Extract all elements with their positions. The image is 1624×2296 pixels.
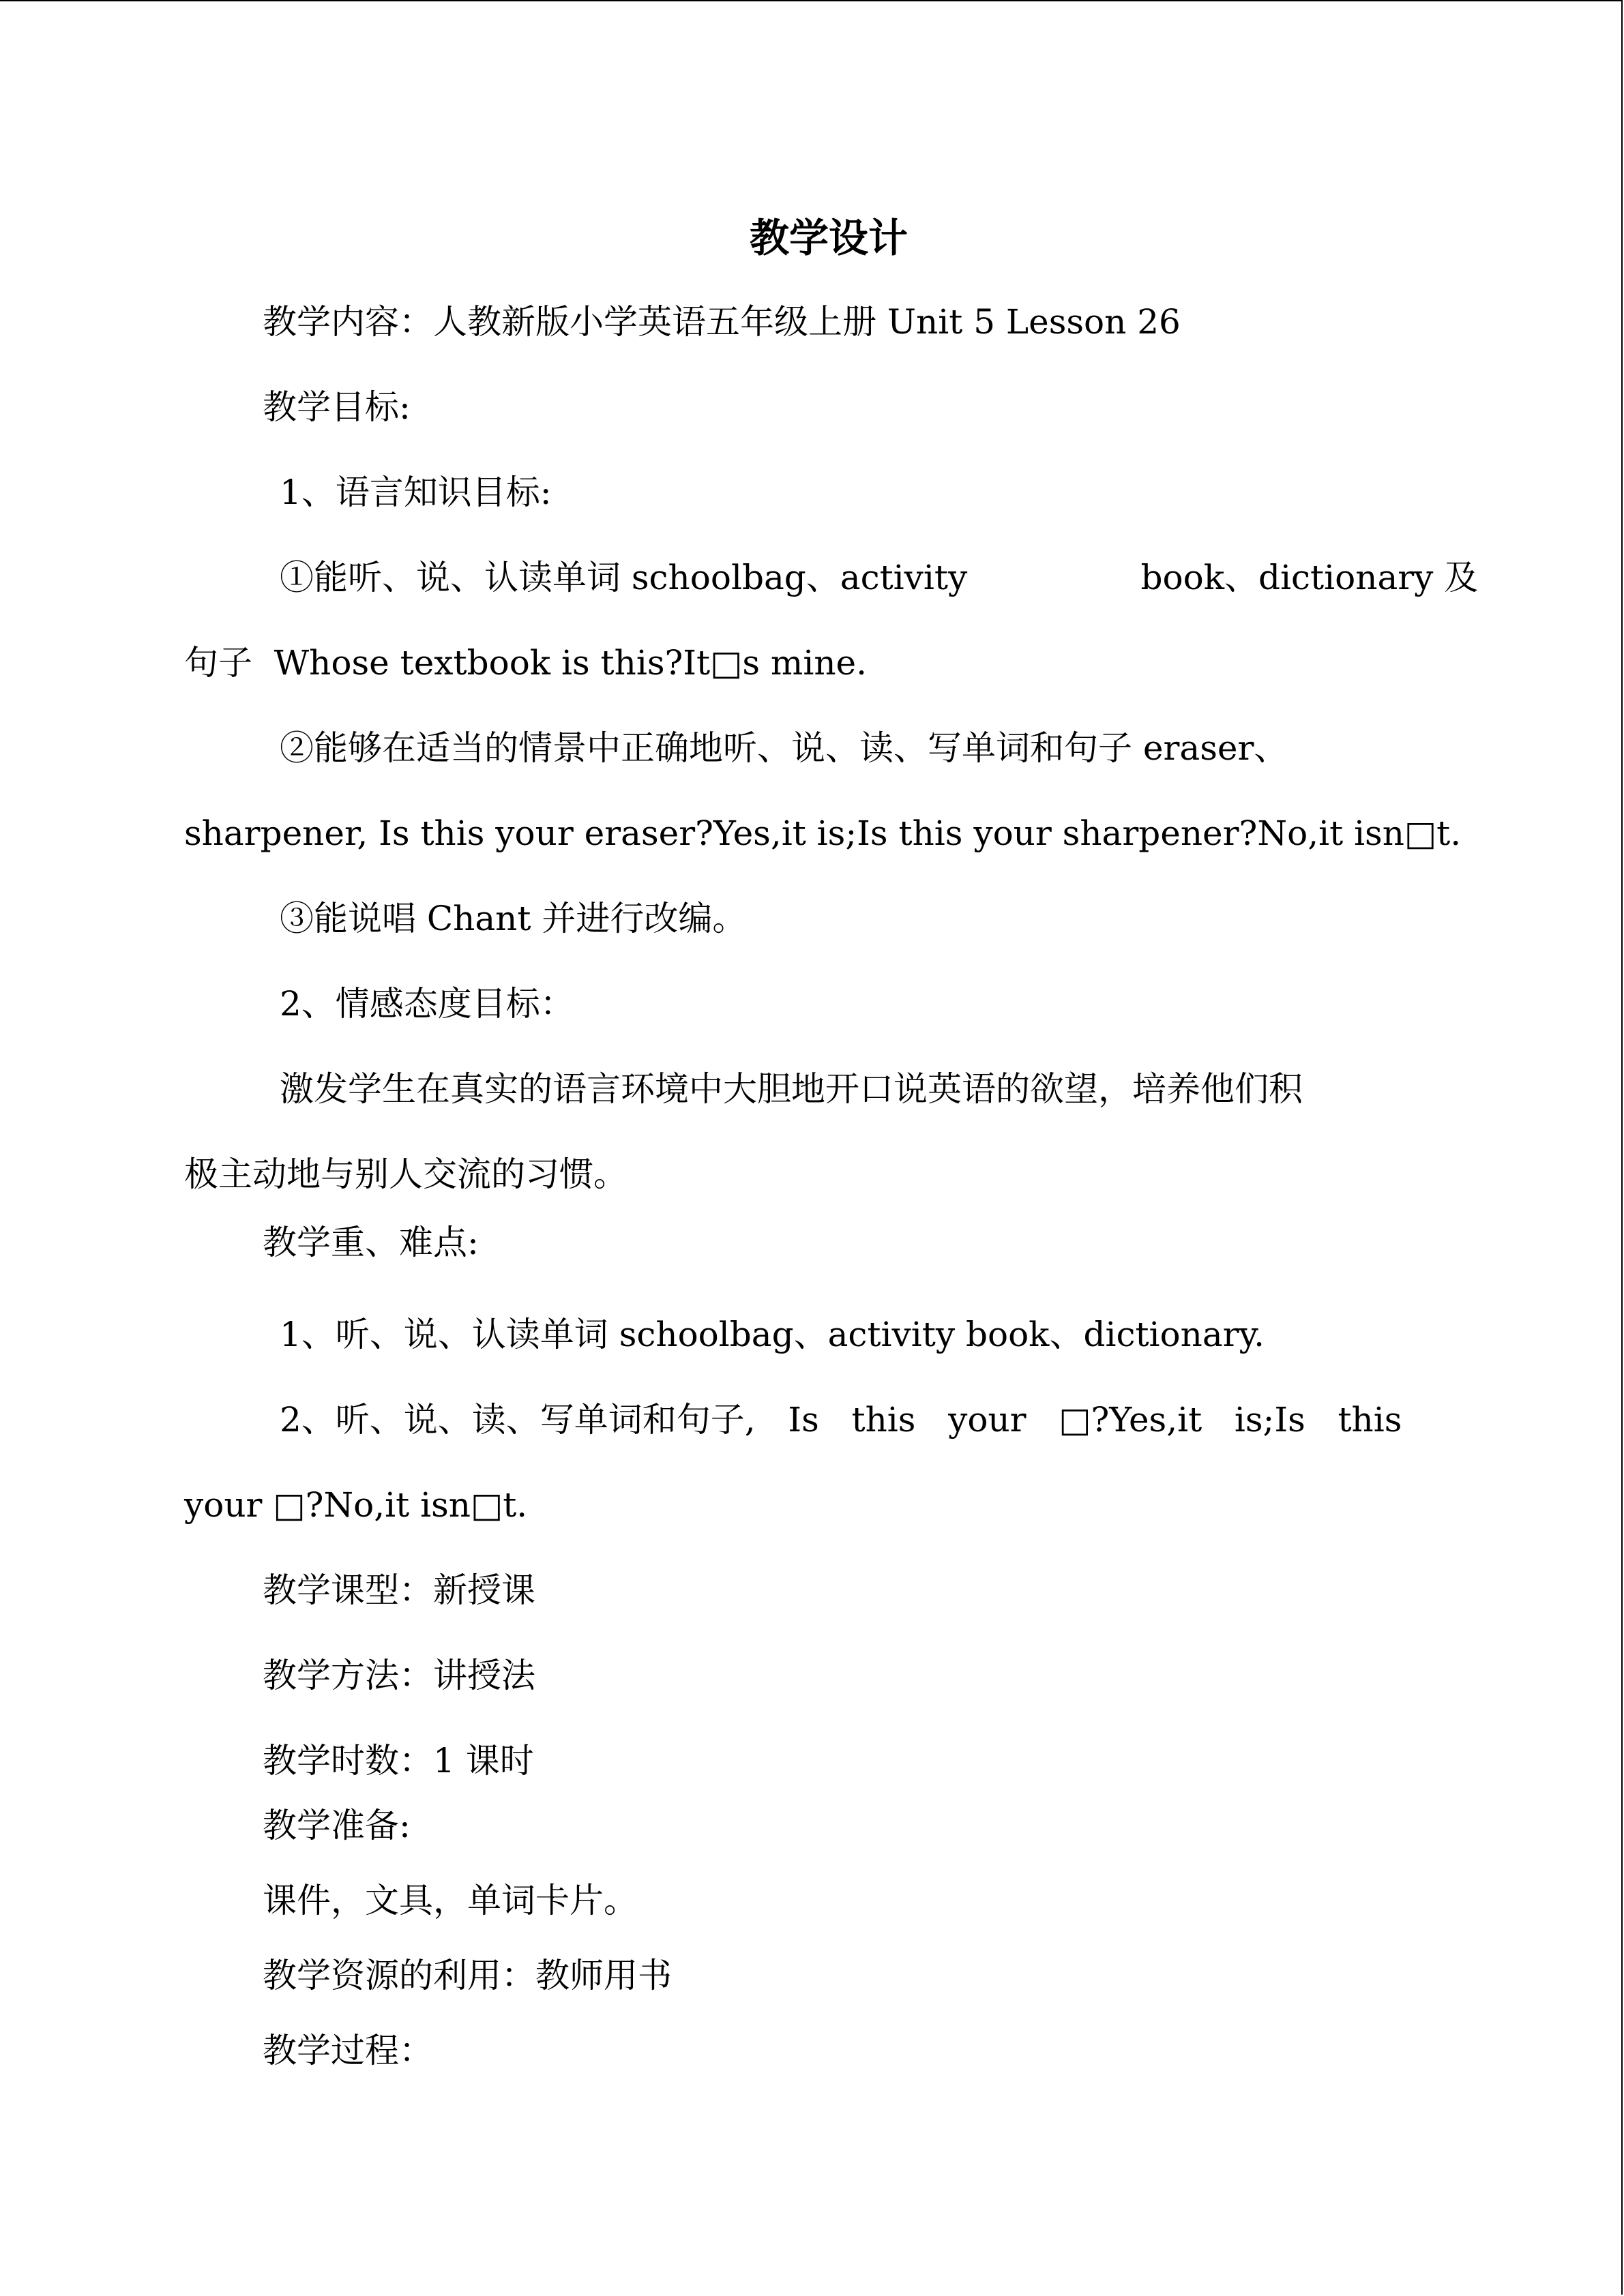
resources-line: 教学资源的利用：教师用书	[263, 1956, 672, 1995]
key-point-2-line-2: your □?No,it isn□t.	[184, 1485, 528, 1525]
goal-1-item-2-line-1: ②能够在适当的情景中正确地听、说、读、写单词和句子 eraser、	[280, 728, 1288, 768]
key-point-1: 1、听、说、认读单词 schoolbag、activity book、dictionary.	[280, 1315, 1265, 1354]
lesson-type-line: 教学课型：新授课	[263, 1570, 535, 1610]
key-points-heading: 教学重、难点:	[263, 1223, 479, 1262]
teaching-content-line: 教学内容：人教新版小学英语五年级上册 Unit 5 Lesson 26	[263, 302, 1181, 342]
class-hours-line: 教学时数：1 课时	[263, 1741, 534, 1780]
goal-1-item-2-line-2: sharpener, Is this your eraser?Yes,it is;Is this your sharpener?No,it isn□t.	[184, 814, 1462, 853]
goal-2-heading: 2、情感态度目标：	[280, 984, 574, 1024]
key-point-2-line-1: 2、听、说、读、写单词和句子, Is this your □?Yes,it is;Is this	[280, 1400, 1402, 1440]
goal-1-heading: 1、语言知识目标:	[280, 473, 552, 512]
goal-2-text-line-2: 极主动地与别人交流的习惯。	[184, 1154, 628, 1194]
goal-1-item-1-line-1: ①能听、说、认读单词 schoolbag、activity book、dictionary 及	[280, 558, 1479, 597]
preparation-heading: 教学准备:	[263, 1806, 411, 1845]
document-title: 教学设计	[749, 215, 908, 261]
preparation-items: 课件，文具，单词卡片。	[263, 1881, 638, 1920]
teaching-process-heading: 教学过程：	[263, 2031, 433, 2070]
goal-1-item-1-line-2: 句子 Whose textbook is this?It□s mine.	[184, 643, 868, 683]
teaching-method-line: 教学方法：讲授法	[263, 1656, 535, 1695]
goal-2-text-line-1: 激发学生在真实的语言环境中大胆地开口说英语的欲望，培养他们积	[280, 1069, 1303, 1109]
goal-1-item-3: ③能说唱 Chant 并进行改编。	[280, 899, 747, 938]
teaching-goals-heading: 教学目标:	[263, 387, 411, 427]
